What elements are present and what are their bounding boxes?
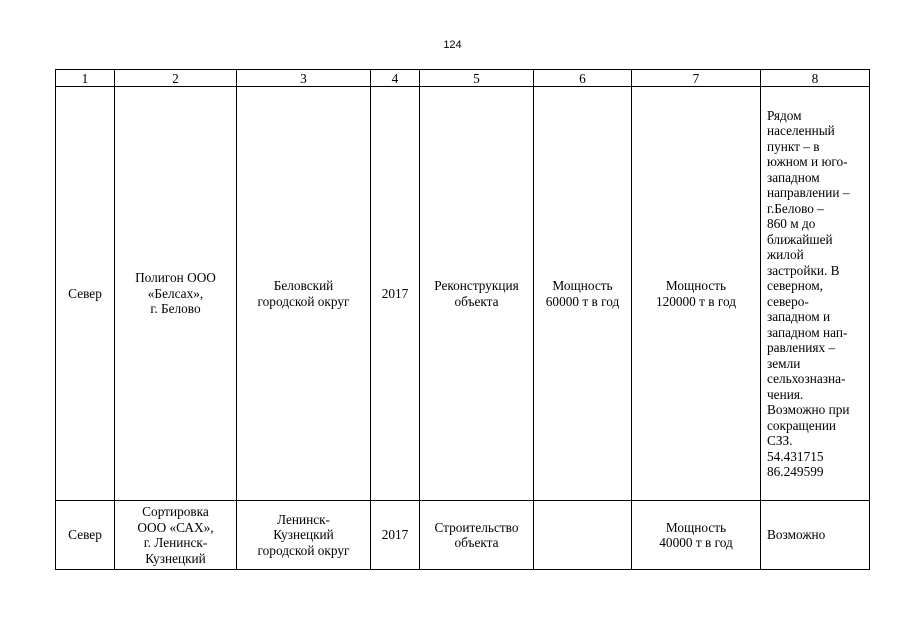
cell-direction: Север [56,87,115,501]
column-header: 6 [534,70,632,87]
page-number: 124 [443,39,462,51]
cell-note: Рядом населенный пункт – в южном и юго- западном направлении – г.Белово – 860 м до ближайшей жилой застройки. В северном, северо- западном и западном нап- равлениях – земли сельхозназна- чения. Возможно при сокращении СЗЗ. 54.431715 86.249599 [761,87,870,501]
column-header: 7 [632,70,761,87]
column-header: 8 [761,70,870,87]
data-table [55,69,870,570]
cell-capacity-planned: Мощность 40000 т в год [632,501,761,570]
cell-object: Сортировка ООО «САХ», г. Ленинск- Кузнецкий [115,501,237,570]
column-header: 2 [115,70,237,87]
cell-direction: Север [56,501,115,570]
cell-capacity-planned: Мощность 120000 т в год [632,87,761,501]
column-header: 3 [237,70,371,87]
table-row [56,501,870,570]
column-header: 4 [371,70,420,87]
cell-capacity-current [534,501,632,570]
cell-activity: Реконструкция объекта [420,87,534,501]
column-header: 1 [56,70,115,87]
header-row [56,70,870,87]
cell-district: Ленинск- Кузнецкий городской округ [237,501,371,570]
cell-activity: Строительство объекта [420,501,534,570]
cell-district: Беловский городской округ [237,87,371,501]
cell-year: 2017 [371,501,420,570]
cell-year: 2017 [371,87,420,501]
cell-capacity-current: Мощность 60000 т в год [534,87,632,501]
cell-object: Полигон ООО «Белсах», г. Белово [115,87,237,501]
table-row [56,87,870,501]
cell-note: Возможно [761,501,870,570]
column-header: 5 [420,70,534,87]
